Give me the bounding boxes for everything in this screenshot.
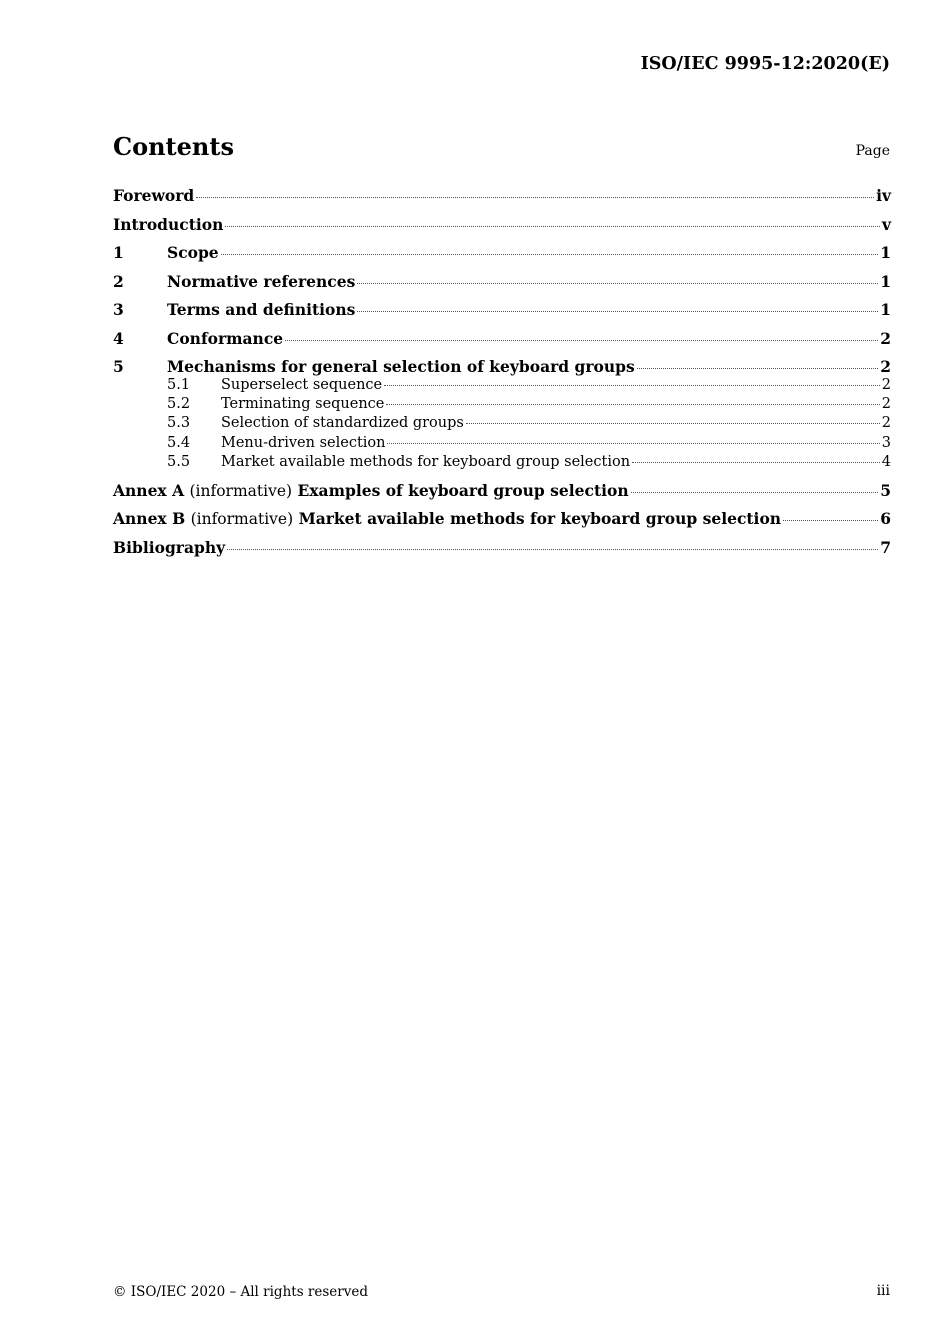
toc-title: Foreword — [113, 186, 195, 205]
toc-title: Mechanisms for general selection of keyboard groups — [167, 357, 635, 376]
dot-leader — [357, 283, 878, 284]
dot-leader — [357, 311, 878, 312]
toc-page-number: iv — [876, 186, 891, 205]
toc-entry-terms-and-definitions[interactable] — [113, 300, 891, 329]
dot-leader — [384, 385, 880, 386]
toc-entry-menu-driven-selection[interactable] — [113, 435, 891, 454]
toc-entry-introduction[interactable] — [113, 215, 891, 244]
toc-page-number: 2 — [880, 357, 891, 376]
dot-leader — [225, 226, 880, 227]
toc-page-number: 2 — [881, 377, 891, 393]
footer-copyright: © ISO/IEC 2020 – All rights reserved — [113, 1284, 368, 1300]
toc-section-number: 5 — [113, 357, 124, 376]
dot-leader — [637, 368, 879, 369]
annex-qualifier: (informative) — [190, 510, 294, 529]
dot-leader — [631, 492, 879, 493]
toc-subsection-number: 5.4 — [167, 434, 191, 451]
dot-leader — [466, 423, 880, 424]
toc-title: Market available methods for keyboard group selection — [298, 509, 782, 529]
toc-page-number: 2 — [881, 396, 891, 413]
toc-subsection-number: 5.2 — [167, 396, 191, 413]
toc-title: Introduction — [113, 214, 224, 234]
annex-qualifier: (informative) — [189, 481, 293, 500]
toc-section-number: 1 — [113, 243, 124, 262]
toc-entry-annex-a[interactable] — [113, 481, 891, 510]
dot-leader — [285, 340, 878, 341]
toc-title: Conformance — [167, 328, 284, 348]
toc-title: Normative references — [167, 271, 356, 291]
toc-entry-selection-of-standardized-groups[interactable] — [113, 415, 891, 434]
toc-entry-terminating-sequence[interactable] — [113, 396, 891, 415]
toc-entry-scope[interactable] — [113, 243, 891, 272]
document-id: ISO/IEC 9995-12:2020(E) — [640, 54, 890, 74]
toc-title: Bibliography — [113, 537, 226, 557]
toc-section-number: 3 — [113, 300, 124, 319]
annex-label: Annex A — [113, 480, 185, 500]
toc-title: Menu-driven selection — [221, 434, 386, 451]
toc-entry-conformance[interactable] — [113, 329, 891, 358]
toc-page-number: 7 — [880, 537, 891, 557]
toc-entry-bibliography[interactable] — [113, 538, 891, 567]
toc-entry-mechanisms[interactable] — [113, 357, 891, 377]
toc-title: Terminating sequence — [221, 396, 385, 413]
toc-title: Market available methods for keyboard group selection — [221, 453, 631, 470]
dot-leader — [632, 462, 880, 463]
dot-leader — [387, 443, 879, 444]
toc-entry-normative-references[interactable] — [113, 272, 891, 301]
toc-page-number: 4 — [881, 453, 891, 470]
toc-page-number: v — [881, 214, 891, 234]
dot-leader — [221, 254, 879, 255]
dot-leader — [386, 404, 879, 405]
toc-entry-annex-b[interactable] — [113, 509, 891, 538]
toc-page-number: 1 — [880, 271, 891, 291]
footer-page-number: iii — [876, 1283, 890, 1299]
toc-page-number: 2 — [880, 328, 891, 348]
toc-section-number: 4 — [113, 328, 124, 348]
toc-subsection-number: 5.5 — [167, 453, 191, 470]
toc-entry-foreword[interactable] — [113, 186, 891, 215]
toc-section-number: 2 — [113, 271, 124, 291]
toc-page-number: 2 — [881, 415, 891, 432]
toc-page-number: 6 — [880, 509, 891, 529]
toc-page-number: 3 — [881, 434, 891, 451]
toc-title: Selection of standardized groups — [221, 415, 464, 432]
toc-entry-market-available-methods[interactable] — [113, 454, 891, 473]
dot-leader — [227, 549, 878, 550]
toc-entry-superselect-sequence[interactable] — [113, 377, 891, 396]
toc-title: Examples of keyboard group selection — [297, 480, 629, 500]
toc-title: Superselect sequence — [221, 377, 383, 393]
toc-page-number: 5 — [880, 480, 891, 500]
toc-title: Terms and definitions — [167, 300, 356, 319]
toc-page-number: 1 — [880, 243, 891, 262]
contents-heading: Contents — [113, 132, 234, 161]
table-of-contents — [113, 186, 891, 566]
toc-page-number: 1 — [880, 300, 891, 319]
toc-title: Scope — [167, 243, 219, 262]
dot-leader — [783, 520, 878, 521]
annex-label: Annex B — [113, 509, 186, 529]
dot-leader — [196, 197, 874, 198]
page-column-label: Page — [855, 143, 890, 159]
toc-subsection-number: 5.1 — [167, 377, 191, 393]
toc-subsection-number: 5.3 — [167, 415, 191, 432]
